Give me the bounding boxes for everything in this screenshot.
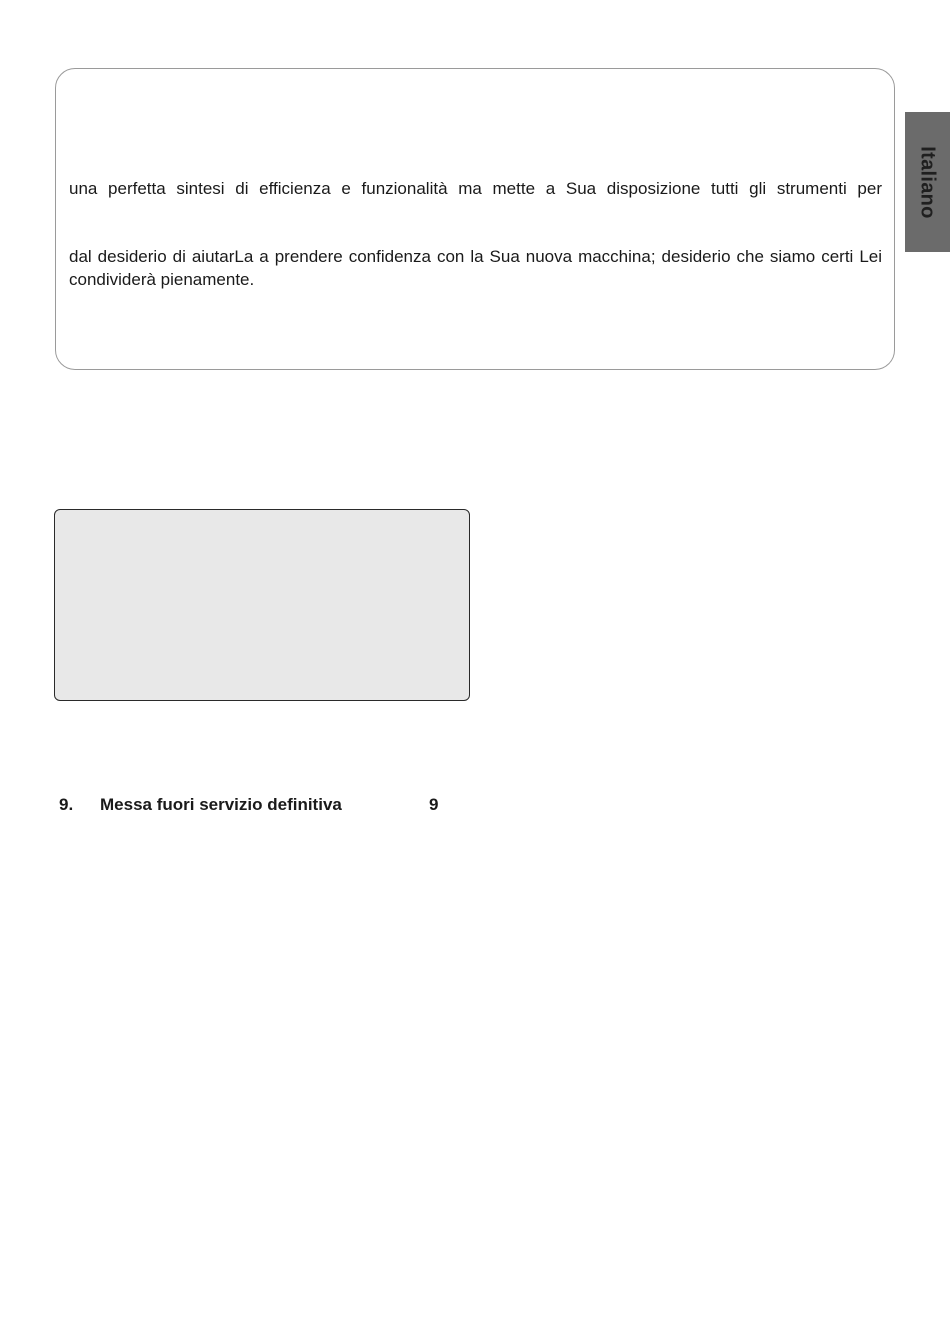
intro-paragraph-2: dal desiderio di aiutarLa a prendere confidenza con la Sua nuova macchina; desiderio che siamo certi Lei condividerà pienamente. [69,247,882,289]
toc-entry-number: 9. [59,795,74,814]
intro-box [55,68,895,370]
toc-entry-page: 9 [429,795,439,814]
language-tab-label: Italiano [917,145,940,219]
toc-entry-title: Messa fuori servizio definitiva [100,795,342,814]
language-tab [905,112,950,252]
intro-paragraph-1: una perfetta sintesi di efficienza e funzionalità ma mette a Sua disposizione tutti gli strumenti per [69,179,882,198]
grey-note-box [54,509,470,701]
